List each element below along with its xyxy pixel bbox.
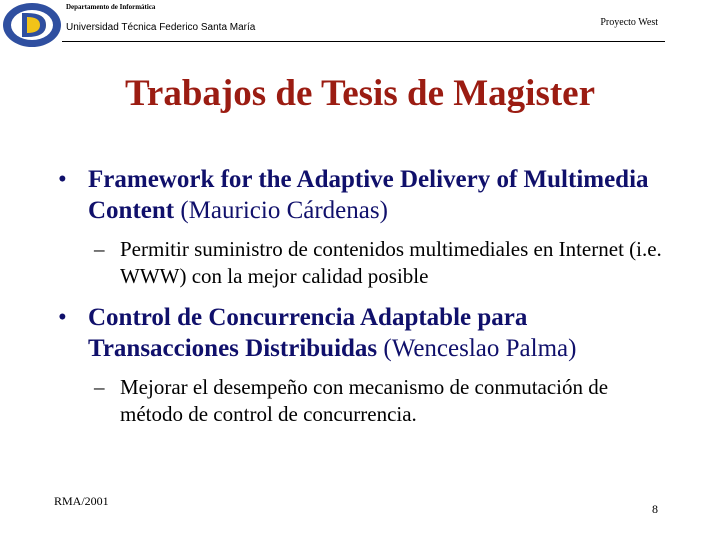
thesis-title: Framework for the Adaptive Delivery of Multimedia Content bbox=[88, 166, 649, 224]
slide-title: Trabajos de Tesis de Magister bbox=[124, 73, 596, 114]
footer-date: RMA/2001 bbox=[54, 494, 109, 508]
thesis-author: (Mauricio Cárdenas) bbox=[180, 197, 388, 224]
sub-marker: – bbox=[94, 237, 105, 261]
thesis-description: Mejorar el desempeño con mecanismo de conmutación de método de control de concurrencia. bbox=[120, 375, 609, 426]
thesis-description: Permitir suministro de contenidos multimediales en Internet (i.e. WWW) con la mejor calidad posible bbox=[120, 237, 662, 288]
bullet-text bbox=[88, 302, 678, 364]
bullet-text bbox=[88, 164, 678, 226]
project-name: Proyecto West bbox=[600, 17, 658, 28]
university-logo-icon bbox=[2, 2, 62, 48]
department-name: Departamento de Informática bbox=[66, 3, 156, 11]
bullet-marker: • bbox=[58, 304, 67, 331]
page-number: 8 bbox=[652, 502, 658, 516]
thesis-title: Control de Concurrencia Adaptable para Transacciones Distribuidas bbox=[88, 304, 528, 362]
thesis-author: (Wenceslao Palma) bbox=[383, 335, 577, 362]
bullet-marker: • bbox=[58, 166, 67, 193]
header-divider bbox=[62, 41, 665, 42]
sub-marker: – bbox=[94, 375, 105, 399]
university-name: Universidad Técnica Federico Santa María bbox=[66, 22, 256, 33]
